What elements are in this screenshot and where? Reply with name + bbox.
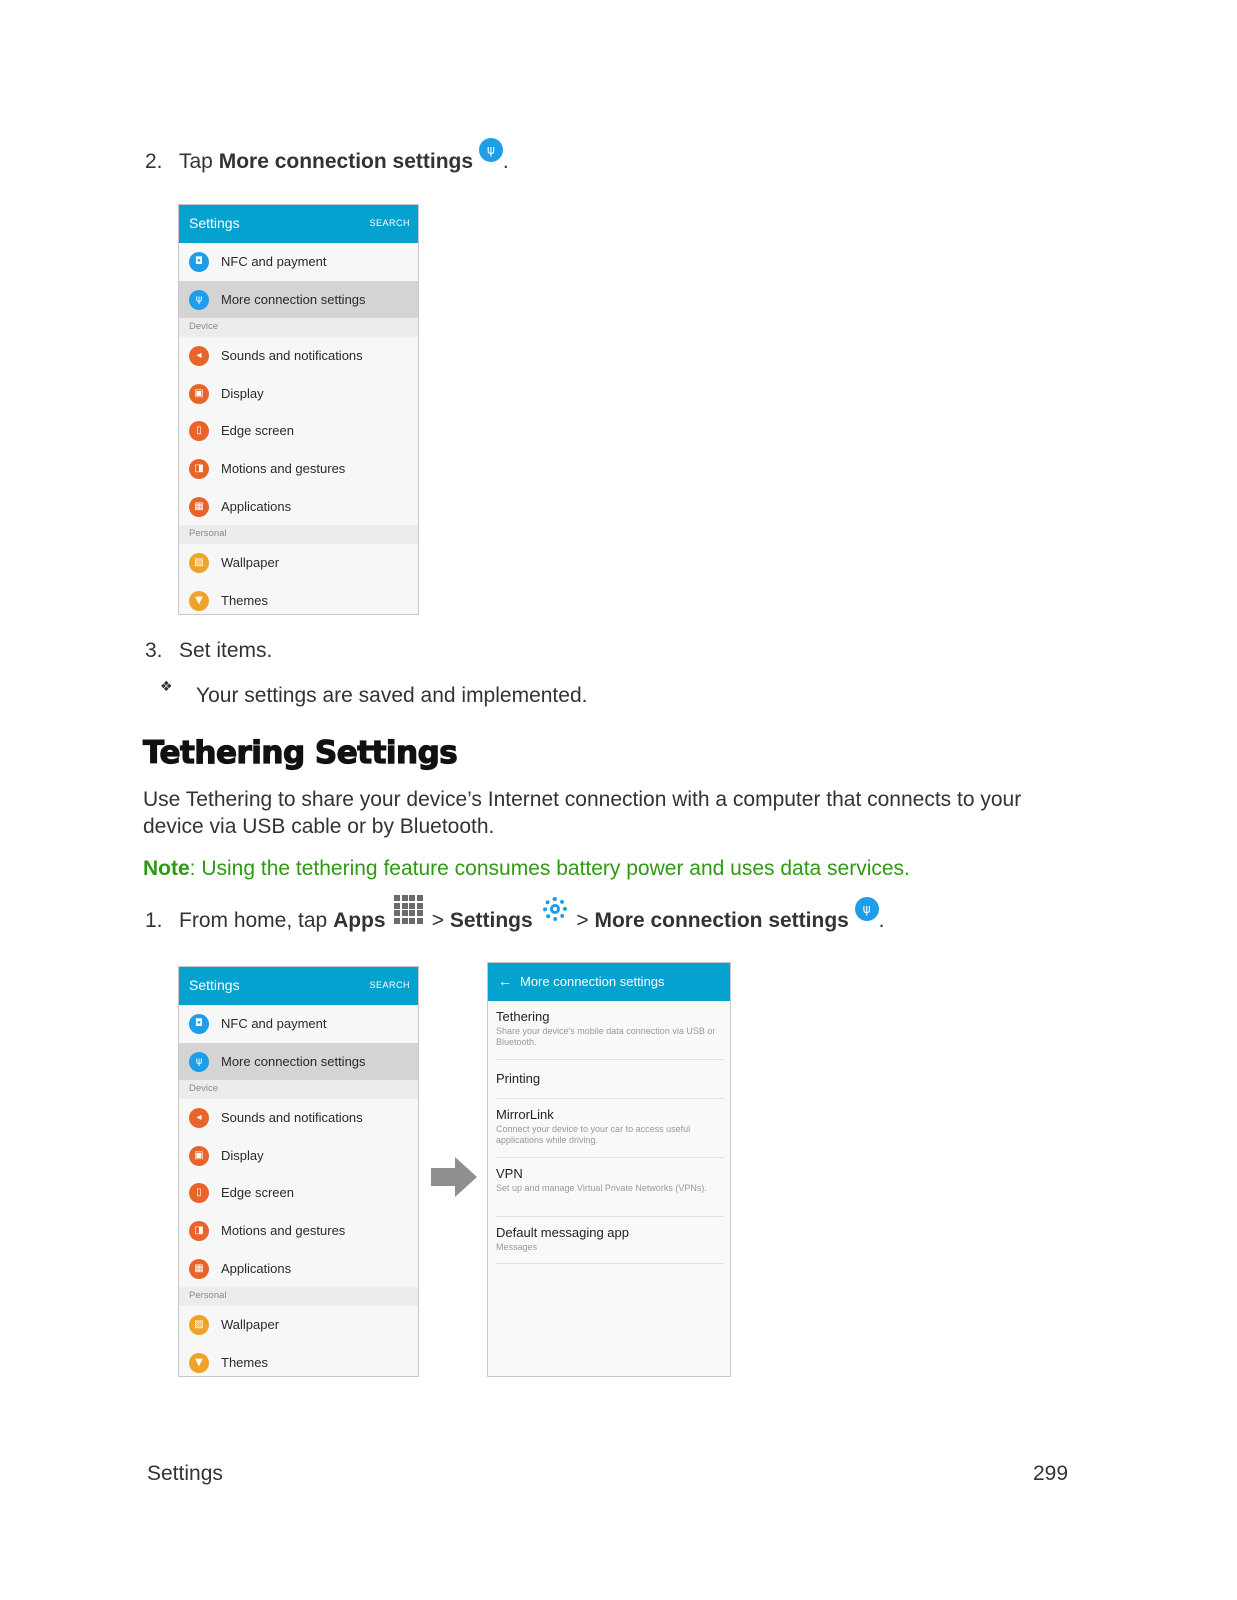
item-title: VPN: [496, 1166, 523, 1181]
section-device: [179, 1080, 418, 1099]
more-connection-screenshot: [487, 962, 731, 1377]
themes-icon: ▼: [189, 591, 209, 611]
settings-row-label: Edge screen: [221, 423, 294, 439]
more-connection-label: More connection settings: [594, 909, 849, 932]
settings-row[interactable]: [179, 1137, 418, 1175]
more-connection-app-bar: [488, 963, 730, 1001]
settings-row-label: Applications: [221, 1260, 292, 1276]
section-personal: [179, 1287, 418, 1306]
section-heading: Tethering Settings: [143, 735, 458, 771]
apps-grid-icon: [394, 895, 423, 924]
more-connection-item[interactable]: [496, 1217, 724, 1264]
settings-row-label: NFC and payment: [221, 254, 327, 269]
page-number: 299: [1033, 1462, 1069, 1485]
step-bold-text: More connection settings: [218, 150, 474, 173]
diamond-bullet-icon: ❖: [160, 678, 173, 694]
result-text: Your settings are saved and implemented.: [196, 684, 588, 707]
search-button[interactable]: SEARCH: [369, 980, 410, 990]
step-text: From home, tap: [179, 909, 334, 932]
item-title: Tethering: [496, 1009, 550, 1024]
motion-icon: ◨: [189, 459, 209, 479]
wifi-tower-icon: ψ: [189, 1052, 209, 1072]
step-suffix: .: [502, 150, 509, 173]
wifi-tower-icon: ψ: [855, 897, 879, 921]
section-device: [179, 318, 418, 337]
nfc-icon: ◘: [189, 1014, 209, 1034]
settings-row[interactable]: [179, 1043, 418, 1081]
wallpaper-icon: ▨: [189, 553, 209, 573]
settings-row-label: Wallpaper: [221, 1317, 280, 1333]
edge-screen-icon: ▯: [189, 1183, 209, 1203]
settings-row-label: Sounds and notifications: [221, 1110, 363, 1126]
settings-row[interactable]: [179, 1174, 418, 1212]
settings-row-label: More connection settings: [221, 291, 366, 307]
more-connection-item[interactable]: [496, 1001, 724, 1060]
settings-row-label: Themes: [221, 1354, 268, 1370]
more-connection-list: [488, 1001, 730, 1264]
display-icon: ▣: [189, 1146, 209, 1166]
settings-row-label: Motions and gestures: [221, 1222, 346, 1238]
gear-icon: [543, 897, 567, 921]
settings-app-bar: [179, 967, 418, 1005]
settings-row-label: Wallpaper: [221, 555, 280, 571]
right-arrow-icon: [431, 1155, 479, 1199]
result-line: [160, 678, 588, 708]
settings-screenshot-2: [178, 966, 419, 1377]
item-description: Messages: [496, 1242, 538, 1252]
note-text: : Using the tethering feature consumes battery power and uses data services.: [189, 857, 910, 880]
settings-row[interactable]: [179, 1005, 418, 1043]
settings-row-label: Display: [221, 1147, 264, 1163]
step-suffix: .: [878, 909, 885, 932]
settings-row-label: Display: [221, 385, 264, 401]
intro-paragraph: Use Tethering to share your device’s Internet connection with a computer that connects to your device via USB cable or by Bluetooth.: [143, 788, 1022, 838]
step-number: 2.: [145, 150, 163, 173]
settings-row-label: Sounds and notifications: [221, 348, 363, 364]
apps-label: Apps: [333, 909, 386, 932]
settings-row[interactable]: [179, 412, 418, 450]
settings-row-label: NFC and payment: [221, 1016, 327, 1031]
settings-row-label: Applications: [221, 498, 292, 514]
note: [143, 857, 910, 881]
separator: >: [425, 909, 450, 932]
speaker-icon: ◂: [189, 346, 209, 366]
more-connection-item[interactable]: [496, 1099, 724, 1158]
note-label: Note: [143, 857, 190, 880]
step-text: Set items.: [179, 639, 273, 662]
motion-icon: ◨: [189, 1221, 209, 1241]
item-description: Connect your device to your car to access useful applications while driving.: [496, 1124, 691, 1145]
section-label: Device: [189, 321, 219, 333]
settings-row[interactable]: [179, 488, 418, 526]
step-3: [145, 639, 272, 663]
section-label: Device: [189, 1083, 219, 1095]
wallpaper-icon: ▨: [189, 1315, 209, 1335]
more-connection-item[interactable]: [496, 1060, 724, 1099]
themes-icon: ▼: [189, 1353, 209, 1373]
search-button[interactable]: SEARCH: [369, 218, 410, 228]
step-2: [145, 143, 509, 174]
item-description: Share your device's mobile data connection via USB or Bluetooth.: [496, 1026, 716, 1047]
item-title: MirrorLink: [496, 1107, 554, 1122]
wifi-tower-icon: ψ: [479, 138, 503, 162]
more-connection-item[interactable]: [496, 1158, 724, 1217]
item-title: Default messaging app: [496, 1225, 629, 1240]
apps-icon: ▦: [189, 497, 209, 517]
settings-row[interactable]: [179, 243, 418, 281]
settings-row[interactable]: [179, 337, 418, 375]
step-text: Tap: [179, 150, 219, 173]
settings-title: Settings: [189, 215, 240, 231]
settings-row-label: More connection settings: [221, 1053, 366, 1069]
edge-screen-icon: ▯: [189, 421, 209, 441]
settings-row[interactable]: [179, 1306, 418, 1344]
settings-title: Settings: [189, 977, 240, 993]
wifi-tower-icon: ψ: [189, 290, 209, 310]
settings-row[interactable]: [179, 375, 418, 413]
settings-row[interactable]: [179, 450, 418, 488]
settings-row-label: Edge screen: [221, 1185, 294, 1201]
settings-row[interactable]: [179, 1250, 418, 1288]
settings-row-label: Motions and gestures: [221, 460, 346, 476]
item-description: Set up and manage Virtual Private Networks (VPNs).: [496, 1183, 707, 1193]
settings-app-bar: [179, 205, 418, 243]
section-label: Personal: [189, 1290, 227, 1302]
step-1: [145, 902, 885, 938]
settings-label: Settings: [449, 909, 533, 932]
nfc-icon: ◘: [189, 252, 209, 272]
footer-section-name: Settings: [147, 1462, 223, 1485]
settings-row[interactable]: [179, 544, 418, 582]
settings-screenshot-1: [178, 204, 419, 615]
section-label: Personal: [189, 528, 227, 540]
speaker-icon: ◂: [189, 1108, 209, 1128]
more-connection-title: More connection settings: [520, 974, 665, 989]
section-personal: [179, 525, 418, 544]
apps-icon: ▦: [189, 1259, 209, 1279]
step-number: 3.: [145, 639, 163, 662]
separator: >: [570, 909, 595, 932]
settings-row[interactable]: [179, 1212, 418, 1250]
step-number: 1.: [145, 909, 163, 932]
item-title: Printing: [496, 1071, 541, 1086]
settings-row[interactable]: [179, 582, 418, 615]
settings-row[interactable]: [179, 281, 418, 319]
display-icon: ▣: [189, 384, 209, 404]
settings-row[interactable]: [179, 1344, 418, 1377]
settings-row-label: Themes: [221, 592, 268, 608]
settings-row[interactable]: [179, 1099, 418, 1137]
back-arrow-icon[interactable]: ←: [498, 973, 512, 989]
